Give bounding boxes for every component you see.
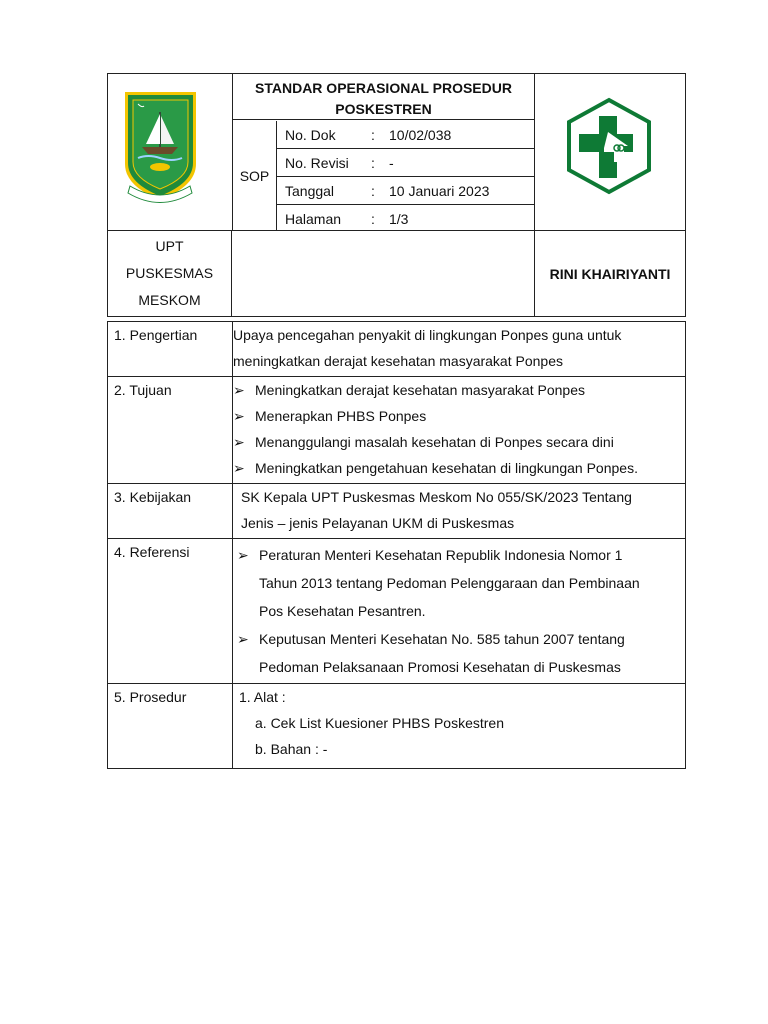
meta-key: No. Dok xyxy=(285,126,336,143)
meta-colon: : xyxy=(371,210,375,227)
title-line-1: STANDAR OPERASIONAL PROSEDUR xyxy=(255,80,512,96)
arrow-bullet-icon: ➢ xyxy=(233,382,245,398)
list-item-text: Menerapkan PHBS Ponpes xyxy=(255,408,427,424)
header-center xyxy=(233,74,535,230)
procedure-step-1: 1. Alat : xyxy=(239,689,286,705)
arrow-bullet-icon: ➢ xyxy=(237,547,249,563)
arrow-bullet-icon: ➢ xyxy=(237,631,249,647)
list-item-text: Meningkatkan pengetahuan kesehatan di lingkungan Ponpes. xyxy=(255,460,638,476)
health-logo-cell xyxy=(535,74,685,230)
meta-value: 10 Januari 2023 xyxy=(389,182,490,199)
list-item xyxy=(233,455,685,481)
meta-colon: : xyxy=(371,182,375,199)
row-prosedur xyxy=(108,684,686,769)
reference-1-line-2: Tahun 2013 tentang Pedoman Pelenggaraan dan Pembinaan xyxy=(259,575,640,591)
row-referensi xyxy=(108,539,686,684)
meta-colon: : xyxy=(371,126,375,143)
organization-name xyxy=(108,231,232,317)
row-label: 4. Referensi xyxy=(108,539,233,684)
title-line-2: POSKESTREN xyxy=(335,101,432,117)
row-content xyxy=(233,377,686,484)
row-tujuan xyxy=(108,377,686,484)
meta-value: 10/02/038 xyxy=(389,126,452,143)
meta-table xyxy=(277,121,534,230)
row-content xyxy=(233,684,686,769)
row-content xyxy=(233,322,686,377)
reference-item-2 xyxy=(237,625,685,681)
pengertian-line-1: Upaya pencegahan penyakit di lingkungan Ponpes guna untuk xyxy=(233,327,622,343)
meta-value: - xyxy=(389,154,394,171)
row-content xyxy=(233,484,686,539)
list-item xyxy=(233,377,685,403)
reference-item-1 xyxy=(237,541,685,625)
org-line-1: UPT xyxy=(155,238,184,254)
list-item-text: Meningkatkan derajat kesehatan masyarakat Ponpes xyxy=(255,382,585,398)
arrow-bullet-icon: ➢ xyxy=(233,408,245,424)
pengertian-line-2: meningkatkan derajat kesehatan masyarakat Ponpes xyxy=(233,353,563,369)
row-kebijakan xyxy=(108,484,686,539)
meta-key: No. Revisi xyxy=(285,154,349,171)
row-label: 2. Tujuan xyxy=(108,377,233,484)
meta-key: Halaman xyxy=(285,210,342,227)
kebijakan-line-1: SK Kepala UPT Puskesmas Meskom No 055/SK/2023 Tentang xyxy=(241,489,632,505)
procedure-step-1b: b. Bahan : - xyxy=(255,741,328,757)
header-bottom-row xyxy=(108,230,685,317)
reference-2-line-2: Pedoman Pelaksanaan Promosi Kesehatan di Puskesmas xyxy=(259,659,621,675)
org-line-2: PUSKESMAS xyxy=(125,265,214,281)
list-item xyxy=(233,403,685,429)
row-content xyxy=(233,539,686,684)
regional-emblem-cell xyxy=(108,74,233,230)
reference-2-line-1: Keputusan Menteri Kesehatan No. 585 tahun 2007 tentang xyxy=(259,631,625,647)
arrow-bullet-icon: ➢ xyxy=(233,460,245,476)
arrow-bullet-icon: ➢ xyxy=(233,434,245,450)
signatory-name: RINI KHAIRIYANTI xyxy=(549,266,671,282)
regional-emblem-icon xyxy=(108,74,232,230)
meta-key: Tanggal xyxy=(285,182,335,199)
document-header xyxy=(107,73,686,317)
procedure-step-1a: a. Cek List Kuesioner PHBS Poskestren xyxy=(255,715,505,731)
signature-area xyxy=(233,231,535,317)
org-line-3: MESKOM xyxy=(138,292,201,308)
row-label: 5. Prosedur xyxy=(108,684,233,769)
sop-document xyxy=(107,73,686,769)
list-item-text: Menanggulangi masalah kesehatan di Ponpes secara dini xyxy=(255,434,614,450)
meta-row-no-revisi xyxy=(277,149,534,177)
sop-label: SOP xyxy=(233,121,277,230)
row-pengertian xyxy=(108,322,686,377)
meta-row-halaman xyxy=(277,205,534,232)
row-label: 3. Kebijakan xyxy=(108,484,233,539)
health-cross-icon xyxy=(535,74,685,230)
list-item xyxy=(233,429,685,455)
meta-row-tanggal xyxy=(277,177,534,205)
reference-1-line-3: Pos Kesehatan Pesantren. xyxy=(259,603,426,619)
row-label: 1. Pengertian xyxy=(108,322,233,377)
reference-1-line-1: Peraturan Menteri Kesehatan Republik Indonesia Nomor 1 xyxy=(259,547,623,563)
meta-value: 1/3 xyxy=(389,210,409,227)
kebijakan-line-2: Jenis – jenis Pelayanan UKM di Puskesmas xyxy=(241,515,515,531)
sop-content-table xyxy=(107,321,686,769)
meta-colon: : xyxy=(371,154,375,171)
meta-row-no-dok xyxy=(277,121,534,149)
document-title xyxy=(233,74,534,120)
